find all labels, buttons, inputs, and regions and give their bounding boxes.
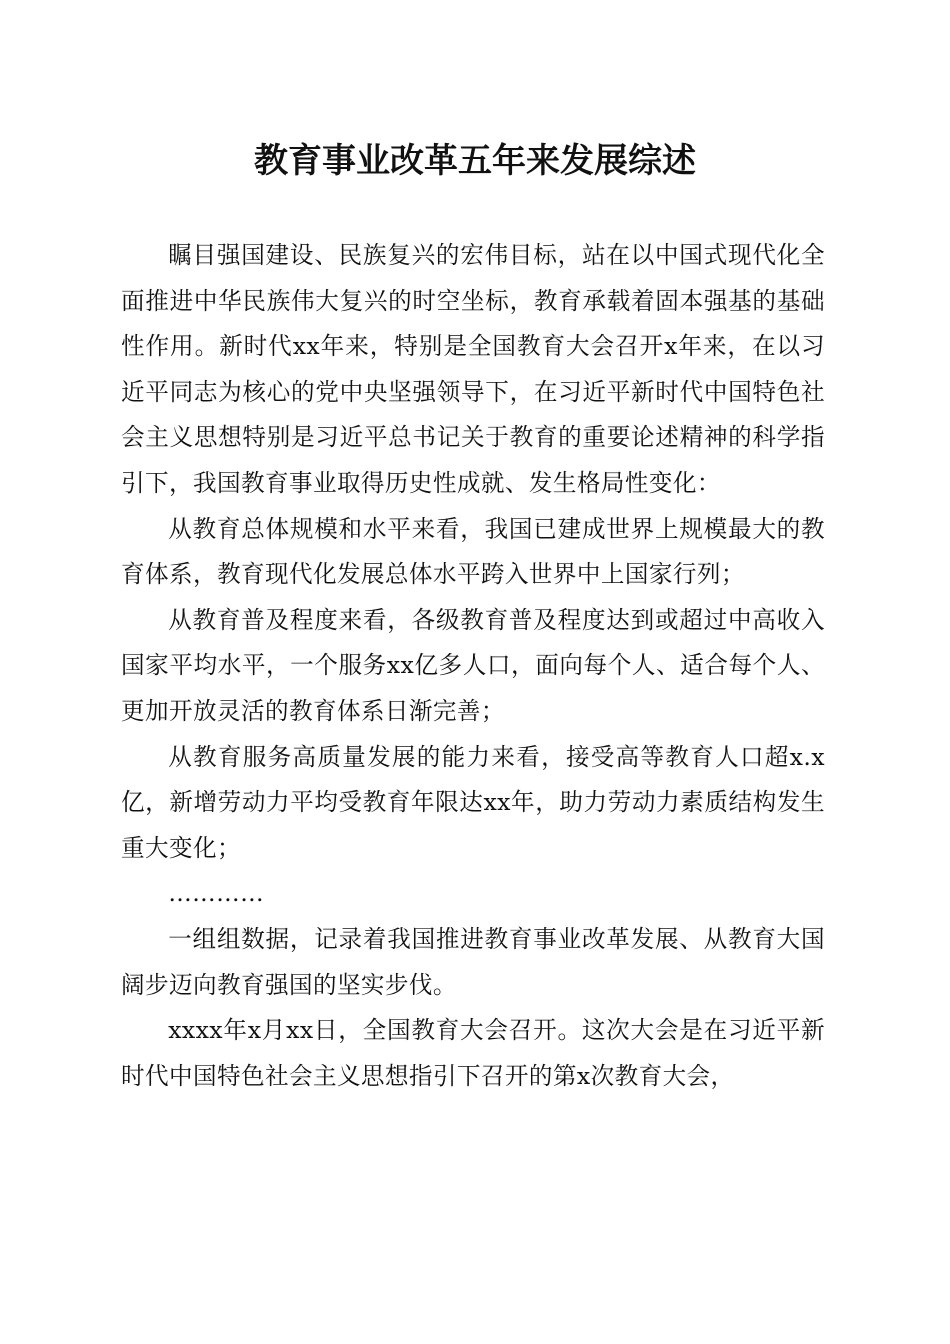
paragraph-scale: 从教育总体规模和水平来看，我国已建成世界上规模最大的教育体系，教育现代化发展总体水平跨入世界中上国家行列； <box>121 514 825 589</box>
paragraph-quality: 从教育服务高质量发展的能力来看，接受高等教育人口超x.x亿，新增劳动力平均受教育年限达xx年，助力劳动力素质结构发生重大变化； <box>121 742 825 862</box>
paragraph-conference: xxxx年x月xx日，全国教育大会召开。这次大会是在习近平新时代中国特色社会主义思想指引下召开的第x次教育大会， <box>121 1016 825 1090</box>
paragraph-ellipsis: ………… <box>168 879 265 908</box>
document-body <box>121 233 825 1099</box>
paragraph-intro: 瞩目强国建设、民族复兴的宏伟目标，站在以中国式现代化全面推进中华民族伟大复兴的时空坐标，教育承载着固本强基的基础性作用。新时代xx年来，特别是全国教育大会召开x年来，在以习近平同志为核心的党中央坚强领导下，在习近平新时代中国特色社会主义思想特别是习近平总书记关于教育的重要论述精神的科学指引下，我国教育事业取得历史性成就、发生格局性变化： <box>121 241 825 497</box>
paragraph-data-summary: 一组组数据，记录着我国推进教育事业改革发展、从教育大国阔步迈向教育强国的坚实步伐。 <box>121 924 825 999</box>
document-title: 教育事业改革五年来发展综述 <box>254 141 696 181</box>
paragraph-popularization: 从教育普及程度来看，各级教育普及程度达到或超过中高收入国家平均水平，一个服务xx亿多人口，面向每个人、适合每个人、更加开放灵活的教育体系日渐完善； <box>121 605 825 725</box>
